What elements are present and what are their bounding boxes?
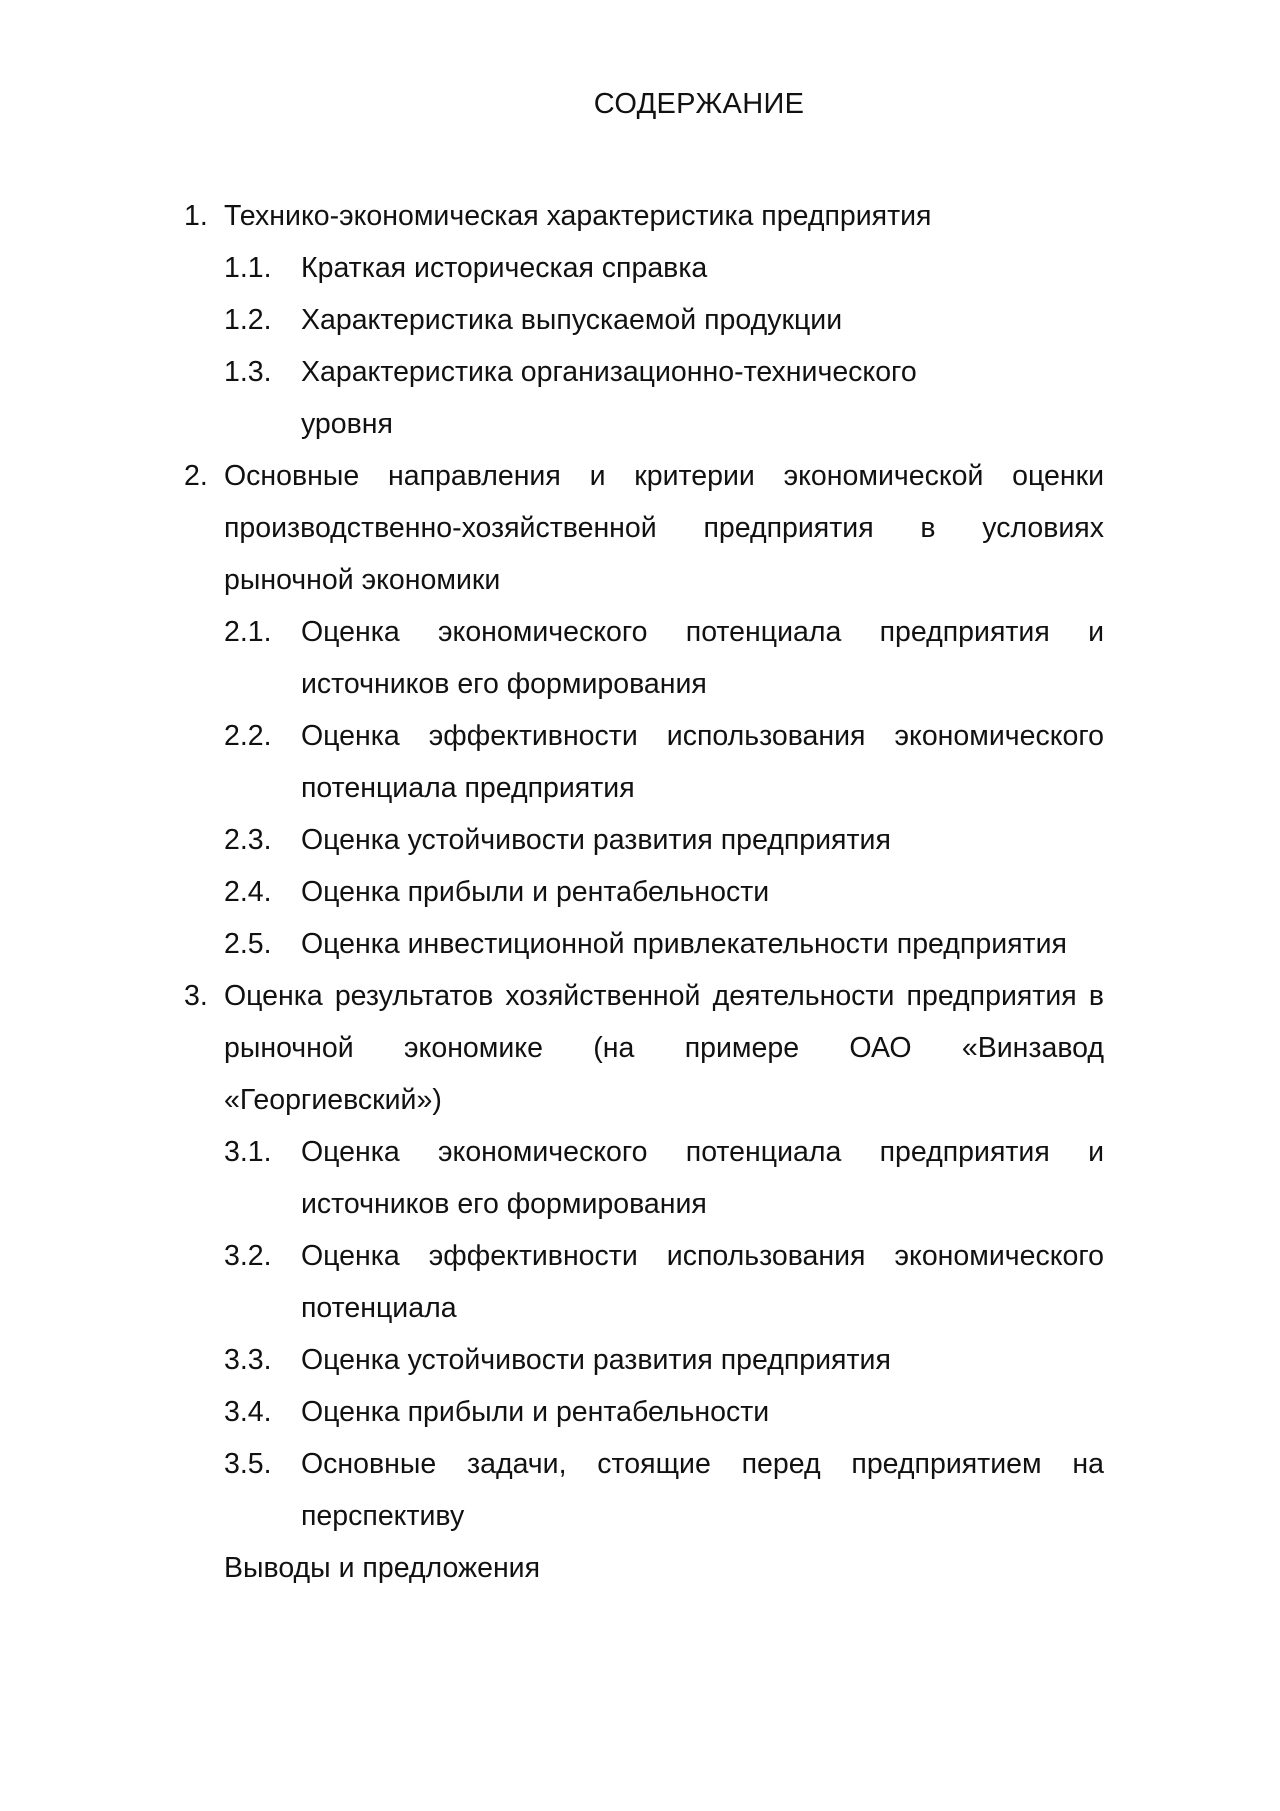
- toc-entry-number: 1.2.: [224, 304, 272, 336]
- toc-entry-title: Оценка прибыли и рентабельности: [301, 876, 770, 908]
- toc-entry-number: 2.2.: [224, 720, 272, 752]
- toc-entry-1: [184, 190, 1104, 242]
- toc-entry-1-3: [184, 346, 981, 450]
- toc-entry-title: Основные направления и критерии экономической оценки производственно-хозяйственной предприятия в условиях рыночной экономики: [224, 460, 1104, 596]
- toc-entry-3-4: [184, 1386, 1104, 1438]
- toc-entry-title: Характеристика выпускаемой продукции: [301, 304, 843, 336]
- toc-entry-title: Основные задачи, стоящие перед предприятием на перспективу: [301, 1448, 1104, 1532]
- toc-entry-3-3: [184, 1334, 1104, 1386]
- toc-entry-number: 3.1.: [224, 1136, 272, 1168]
- toc-entry-number: 1.3.: [224, 356, 272, 388]
- toc-entry-2-4: [184, 866, 1104, 918]
- toc-entry-title: Оценка устойчивости развития предприятия: [301, 824, 891, 856]
- toc-entry-number: 3.3.: [224, 1344, 272, 1376]
- toc-entry-number: 2.3.: [224, 824, 272, 856]
- toc-entry-3-1: [184, 1126, 1104, 1230]
- page-title: СОДЕРЖАНИЕ: [593, 88, 805, 120]
- toc-entry-number: 2.: [184, 460, 208, 492]
- toc-entry-title: Оценка результатов хозяйственной деятельности предприятия в рыночной экономике (на примере ОАО «Винзавод «Георгиевский»): [224, 980, 1104, 1116]
- toc-entry-2: [184, 450, 1104, 606]
- toc-entry-1-1: [184, 242, 1104, 294]
- toc-entry-number: 3.: [184, 980, 208, 1012]
- toc-entry-title: Оценка прибыли и рентабельности: [301, 1396, 770, 1428]
- toc-entry-conclusions: [184, 1542, 1104, 1594]
- toc-entry-number: 2.5.: [224, 928, 272, 960]
- toc-entry-title: Выводы и предложения: [224, 1552, 541, 1584]
- toc-entry-number: 3.2.: [224, 1240, 272, 1272]
- toc-entry-number: 1.: [184, 200, 208, 232]
- toc-entry-number: 2.1.: [224, 616, 272, 648]
- toc-entry-title: Оценка экономического потенциала предприятия и источников его формирования: [301, 616, 1104, 700]
- toc-entry-2-5: [184, 918, 1104, 970]
- toc-entry-title: Краткая историческая справка: [301, 252, 708, 284]
- toc-entry-title: Характеристика организационно-технического уровня: [301, 356, 917, 440]
- toc-entry-number: 3.5.: [224, 1448, 272, 1480]
- toc-entry-2-1: [184, 606, 1104, 710]
- toc-entry-title: Оценка инвестиционной привлекательности предприятия: [301, 928, 1067, 960]
- toc-entry-1-2: [184, 294, 1104, 346]
- toc-entry-number: 3.4.: [224, 1396, 272, 1428]
- toc-entry-number: 2.4.: [224, 876, 272, 908]
- toc-entry-number: 1.1.: [224, 252, 272, 284]
- toc-entry-title: Оценка эффективности использования экономического потенциала предприятия: [301, 720, 1104, 804]
- toc-entry-2-2: [184, 710, 1104, 814]
- toc-entry-3-2: [184, 1230, 1104, 1334]
- toc-entry-title: Оценка устойчивости развития предприятия: [301, 1344, 891, 1376]
- toc-entry-2-3: [184, 814, 1104, 866]
- table-of-contents: [184, 190, 1104, 1594]
- toc-entry-3: [184, 970, 1104, 1126]
- toc-entry-title: Оценка экономического потенциала предприятия и источников его формирования: [301, 1136, 1104, 1220]
- toc-entry-title: Технико-экономическая характеристика предприятия: [224, 200, 932, 232]
- toc-entry-3-5: [184, 1438, 1104, 1542]
- toc-entry-title: Оценка эффективности использования экономического потенциала: [301, 1240, 1104, 1324]
